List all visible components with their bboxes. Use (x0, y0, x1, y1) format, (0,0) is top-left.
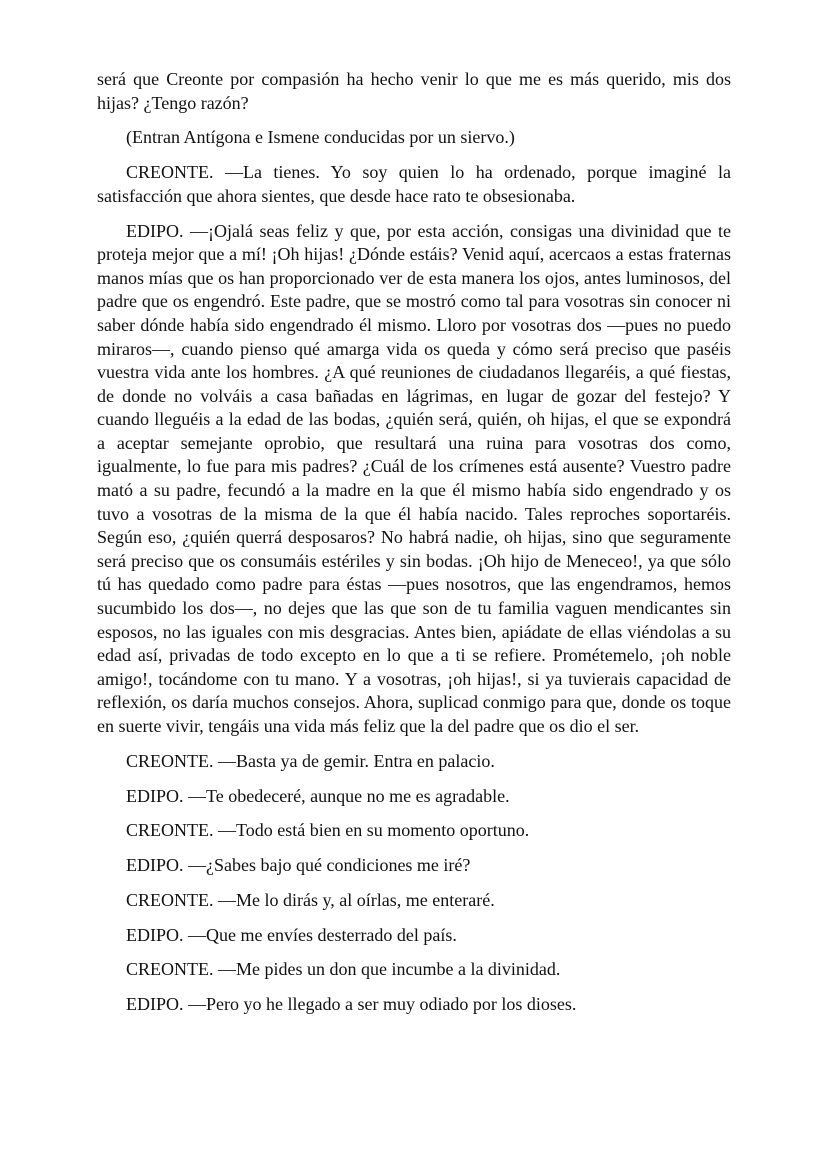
dialogue-creonte: CREONTE. —Todo está bien en su momento oportuno. (126, 820, 530, 841)
dialogue-edipo-speech: EDIPO. —¡Ojalá seas feliz y que, por esta acción, consigas una divinidad que te proteja mejor que a mí! ¡Oh hijas! ¿Dónde estáis? Venid aquí, acercaos a estas fraternas manos mías que os han proporcionado ver de esta manera los ojos, antes luminosos, del padre que os engendró. Este padre, que se mostró como tal para vosotras sin conocer ni saber dónde había sido engendrado él mismo. Lloro por vosotras dos —pues no puedo miraros—, cuando pienso qué amarga vida os queda y cómo será preciso que paséis vuestra vida ante los hombres. ¿A qué reuniones de ciudadanos llegaréis, a qué fiestas, de donde no volváis a casa bañadas en lágrimas, en lugar de gozar del festejo? Y cuando lleguéis a la edad de las bodas, ¿quién será, quién, oh hijas, el que se expondrá a aceptar semejante oprobio, que resultará una ruina para vosotras dos como, igualmente, lo fue para mis padres? ¿Cuál de los crímenes está ausente? Vuestro padre mató a su padre, fecundó a la madre en la que él mismo había sido engendrado y os tuvo a vosotras de la misma de la que él había nacido. Tales reproches soportaréis. Según eso, ¿quién querrá desposaros? No habrá nadie, oh hijas, sino que seguramente será preciso que os consumáis estériles y sin bodas. ¡Oh hijo de Meneceo!, ya que sólo tú has quedado como padre para éstas —pues nosotros, que las engendramos, hemos sucumbido los dos—, no dejes que las que son de tu familia vaguen mendicantes sin esposos, no las iguales con mis desgracias. Antes bien, apiádate de ellas viéndolas a su edad así, privadas de todo excepto en lo que a ti se refiere. Prométemelo, ¡oh noble amigo!, tocándome con tu mano. Y a vosotras, ¡oh hijas!, si ya tuvierais capacidad de reflexión, os daría muchos consejos. Ahora, suplicad conmigo para que, donde os toque en suerte vivir, tengáis una vida más feliz que la del padre que os dio el ser. (97, 220, 731, 736)
dialogue-creonte: CREONTE. —Me lo dirás y, al oírlas, me enteraré. (126, 889, 495, 910)
document-page (97, 68, 731, 1028)
dialogue-creonte: CREONTE. —La tienes. Yo soy quien lo ha ordenado, porque imaginé la satisfacción que ahora sientes, que desde hace rato te obsesionaba. (97, 162, 731, 206)
stage-direction: (Entran Antígona e Ismene conducidas por un siervo.) (126, 127, 515, 148)
dialogue-edipo: EDIPO. —Te obedeceré, aunque no me es agradable. (126, 785, 510, 806)
dialogue-creonte: CREONTE. —Me pides un don que incumbe a la divinidad. (126, 959, 561, 980)
dialogue-edipo: EDIPO. —¿Sabes bajo qué condiciones me iré? (126, 855, 471, 876)
dialogue-edipo: EDIPO. —Que me envíes desterrado del país. (126, 924, 457, 945)
paragraph-continuation: será que Creonte por compasión ha hecho venir lo que me es más querido, mis dos hijas? ¿Tengo razón? (97, 69, 731, 113)
dialogue-edipo: EDIPO. —Pero yo he llegado a ser muy odiado por los dioses. (126, 994, 577, 1015)
dialogue-creonte: CREONTE. —Basta ya de gemir. Entra en palacio. (126, 750, 495, 771)
